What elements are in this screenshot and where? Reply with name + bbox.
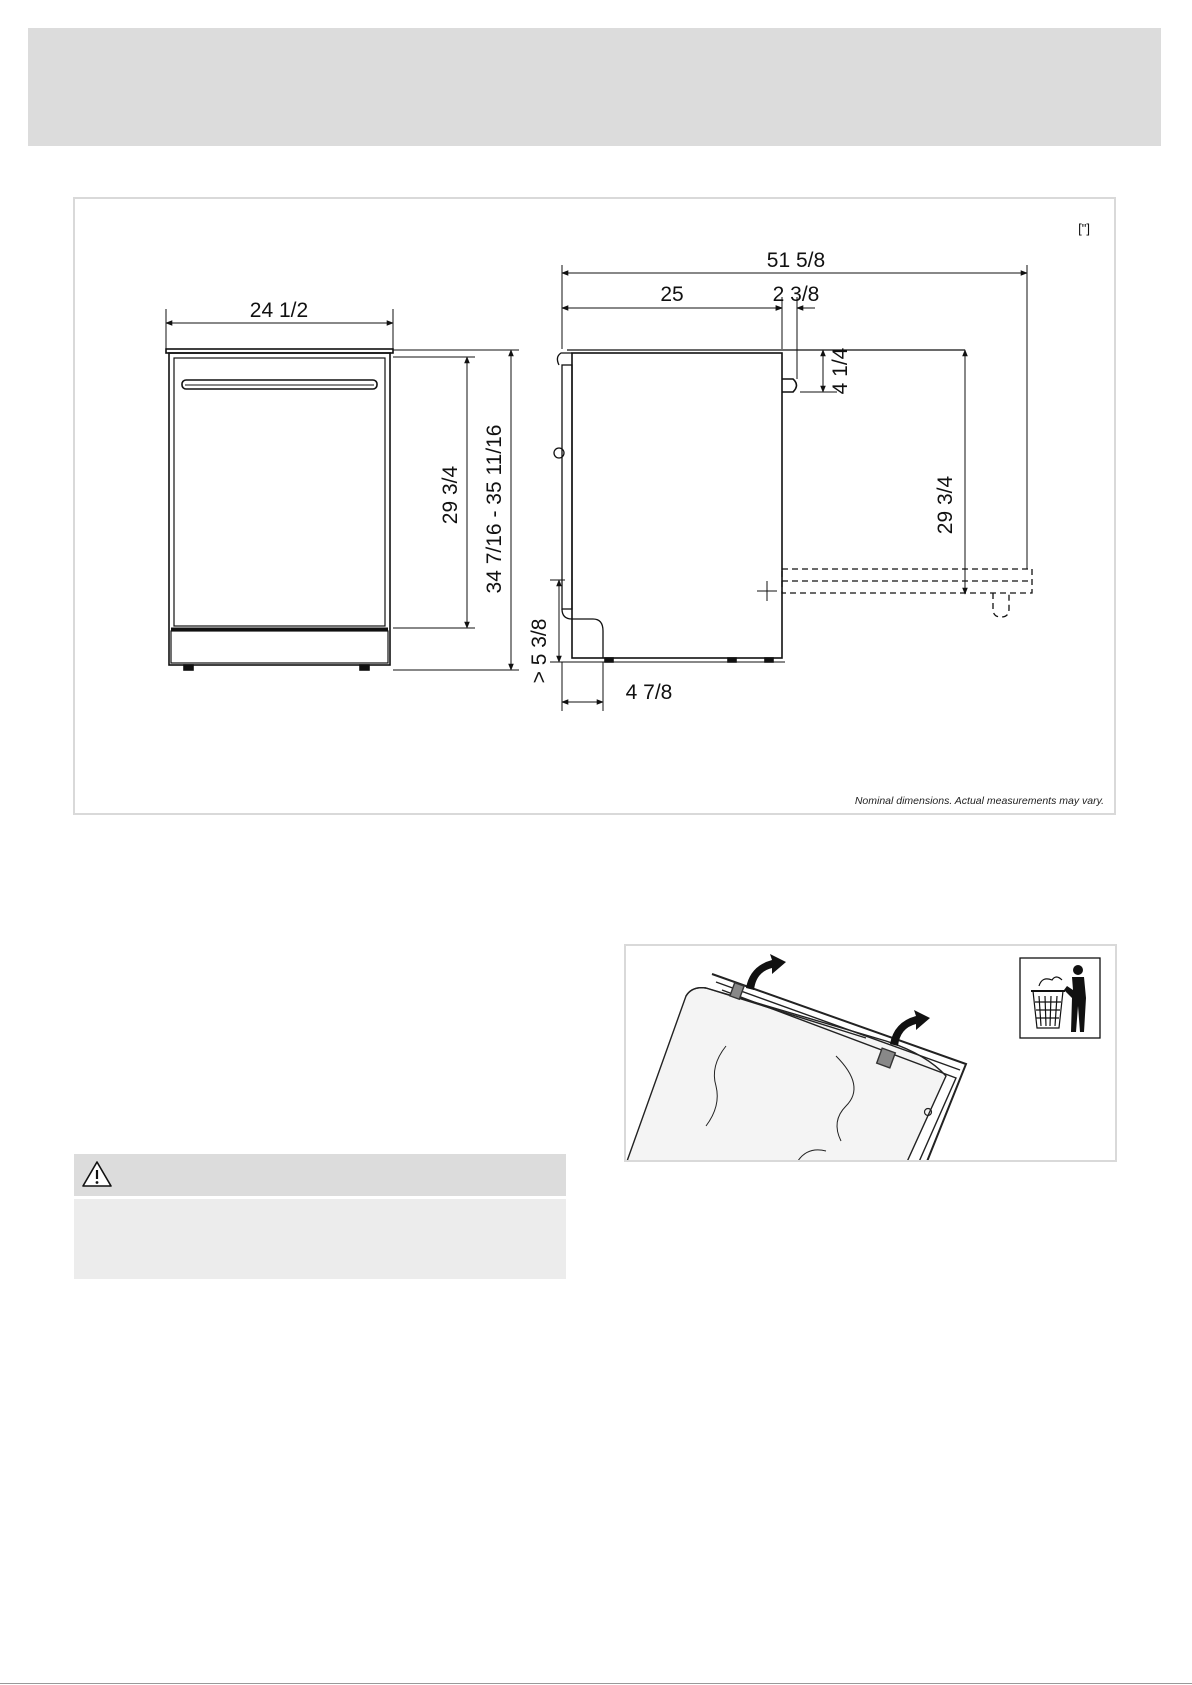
front-width-label: 24 1/2 [249, 299, 309, 322]
dimension-drawing [75, 199, 1118, 817]
nominal-dimensions-note: Nominal dimensions. Actual measurements may vary. [854, 795, 1104, 807]
side-rear-offset-label: 2 3/8 [772, 283, 820, 306]
front-inner-height-label: 29 3/4 [439, 465, 462, 525]
side-view [554, 350, 1032, 662]
warning-triangle-icon [80, 1159, 114, 1189]
side-total-depth-label: 51 5/8 [766, 249, 826, 272]
recycle-bin-person-icon [1020, 958, 1100, 1038]
unit-label: ["] [1078, 221, 1090, 236]
front-view [166, 349, 393, 670]
side-door-height-label: 29 3/4 [934, 475, 957, 535]
disposal-illustration-panel [624, 944, 1117, 1162]
header-band [28, 28, 1161, 146]
side-depth-label: 25 [660, 283, 684, 306]
side-toe-clearance-label: > 5 3/8 [528, 618, 551, 684]
warning-body [74, 1199, 566, 1279]
front-overall-height-label: 34 7/16 - 35 11/16 [483, 424, 506, 594]
footer-rule [0, 1683, 1192, 1684]
dimension-drawing-panel [73, 197, 1116, 815]
side-door-swing-label: 4 7/8 [625, 681, 673, 704]
warning-header [74, 1154, 566, 1196]
disposal-illustration [626, 946, 1117, 1162]
side-hose-height-label: 4 1/4 [829, 347, 852, 395]
